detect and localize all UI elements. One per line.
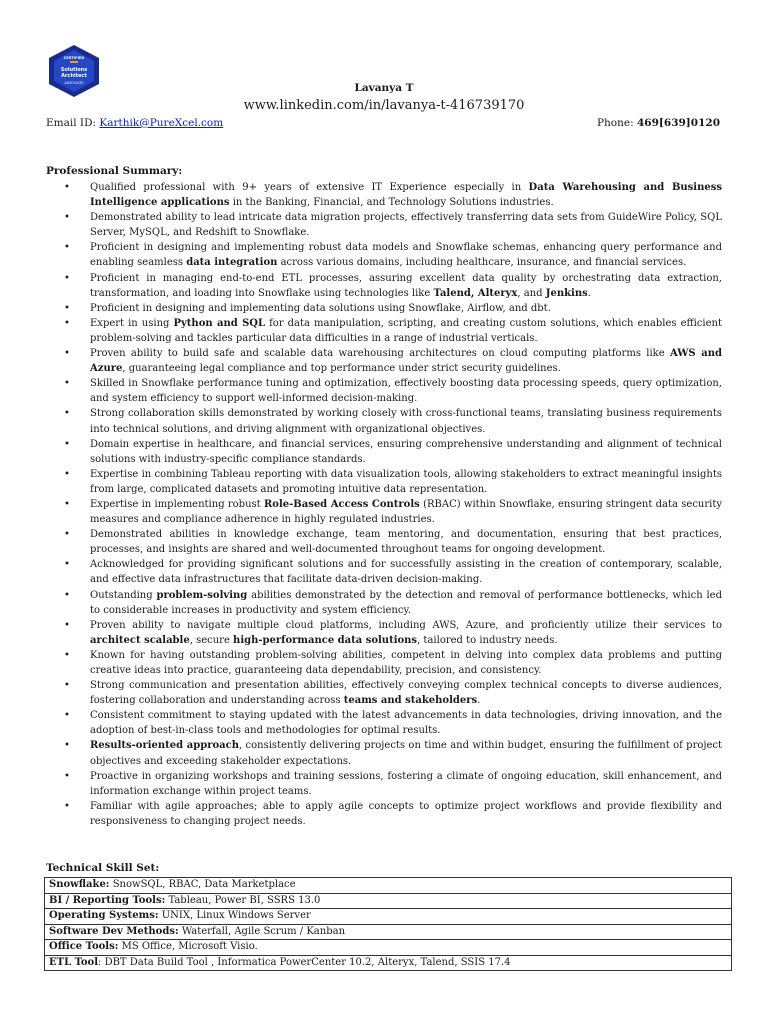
summary-item (46, 738, 722, 768)
skills-row (45, 893, 732, 909)
summary-item (46, 180, 722, 210)
summary-item (46, 271, 722, 301)
summary-text: Outstanding (90, 589, 157, 601)
bullet-icon: • (64, 770, 70, 782)
summary-emphasis: Jenkins (545, 287, 588, 299)
skills-cell (45, 878, 732, 894)
candidate-name: Lavanya T (354, 82, 414, 94)
summary-text: Expert in using (90, 317, 174, 329)
skill-values: MS Office, Microsoft Visio. (118, 941, 258, 953)
skills-row (45, 955, 732, 971)
summary-list (46, 180, 722, 829)
skills-row (45, 878, 732, 894)
summary-text: Familiar with agile approaches; able to apply agile concepts to optimize project workflows and provide flexibility and responsiveness to changing project needs. (90, 800, 722, 827)
summary-text: Consistent commitment to staying updated with the latest advancements in data technologies, driving innovation, and the adoption of best-in-class tools and methodologies for optimal results. (90, 710, 722, 737)
skills-row (45, 940, 732, 956)
summary-item (46, 406, 722, 436)
summary-emphasis: Results-oriented approach (90, 740, 240, 752)
bullet-icon: • (64, 710, 70, 722)
summary-text: Proactive in organizing workshops and training sessions, fostering a climate of ongoing education, skill enhancement, and information exchange within project teams. (90, 770, 722, 797)
summary-text: across various domains, including healthcare, insurance, and financial services. (277, 257, 687, 269)
summary-item (46, 210, 722, 240)
skills-cell (45, 955, 732, 971)
summary-text: Proficient in designing and implementing robust data models and Snowflake schemas, enhancing query performance and enabling seamless (90, 242, 722, 269)
bullet-icon: • (64, 302, 70, 314)
skill-category: Operating Systems: (49, 910, 159, 922)
summary-text: Demonstrated ability to lead intricate data migration projects, effectively transferring data sets from GuideWire Policy, SQL Server, MySQL, and Redshift to Snowflake. (90, 212, 722, 239)
skills-cell (45, 893, 732, 909)
skill-category: Snowflake: (49, 879, 110, 891)
summary-text: . (477, 695, 481, 707)
summary-text: , consistently delivering projects on time and within budget, ensuring the fulfillment of project objectives and exceeding stakeholder expectations. (90, 740, 723, 767)
summary-emphasis: Data Warehousing and Business Intelligence applications (90, 182, 722, 209)
summary-text: Proven ability to build safe and scalable data warehousing architectures on cloud computing platforms like (90, 348, 670, 360)
summary-text: . (587, 287, 591, 299)
summary-item (46, 769, 722, 799)
bullet-icon: • (64, 529, 70, 541)
skill-category: Office Tools: (49, 941, 119, 953)
summary-text: Skilled in Snowflake performance tuning and optimization, effectively boosting data processing speeds, query optimization, and system efficiency to support well-informed decision-making. (90, 378, 722, 405)
skill-values: Waterfall, Agile Scrum / Kanban (178, 925, 346, 937)
summary-text: , secure (189, 634, 234, 646)
skills-heading: Technical Skill Set: (46, 862, 160, 874)
badge-text-2: Architect (61, 73, 87, 79)
bullet-icon: • (64, 468, 70, 480)
summary-text: for data manipulation, scripting, and creating custom solutions, which enables efficient problem-solving and tackles particular data difficulties in a range of industrial verticals. (90, 317, 722, 344)
bullet-icon: • (64, 317, 70, 329)
summary-item (46, 557, 722, 587)
summary-emphasis: architect scalable (90, 634, 190, 646)
summary-text: in the Banking, Financial, and Technology Solutions industries. (229, 197, 554, 209)
skills-cell (45, 924, 732, 940)
email-link[interactable]: Karthik@PureXcel.com (99, 117, 224, 129)
summary-emphasis: teams and stakeholders (343, 695, 478, 707)
summary-emphasis: Role-Based Access Controls (263, 498, 420, 510)
summary-text: Demonstrated abilities in knowledge exchange, team mentoring, and documentation, ensuring that best practices, processes, and insights are shared and well-documented throughout teams for ongoing development. (90, 529, 722, 556)
summary-text: (RBAC) within Snowflake, ensuring stringent data security measures and compliance adherence in highly regulated industries. (90, 498, 723, 526)
bullet-icon: • (64, 182, 70, 193)
summary-item (46, 708, 722, 738)
summary-text: Proven ability to navigate multiple cloud platforms, including AWS, Azure, and proficiently utilize their services to (90, 619, 722, 631)
summary-text: , and (517, 287, 546, 299)
summary-item (46, 648, 722, 678)
summary-item (46, 618, 722, 648)
summary-text: Acknowledged for providing significant solutions and for successfully assisting in the creation of contemporary, scalable, and effective data infrastructures that facilitate data-driven decision-making. (90, 559, 722, 586)
bullet-icon: • (64, 800, 70, 812)
bullet-icon: • (64, 408, 70, 420)
summary-text: Strong collaboration skills demonstrated by working closely with cross-functional teams, translating business requirements into technical solutions, and driving alignment with organizational objectives. (90, 408, 722, 435)
phone-number: 469[639]0120 (637, 117, 720, 129)
summary-item (46, 678, 722, 708)
bullet-icon: • (64, 242, 70, 254)
summary-text: abilities demonstrated by the detection and removal of performance bottlenecks, which led to considerable increases in productivity and system efficiency. (90, 589, 722, 616)
summary-emphasis: AWS and Azure (90, 348, 722, 375)
bullet-icon: • (64, 649, 70, 661)
email-line (46, 117, 223, 129)
bullet-icon: • (64, 378, 70, 390)
summary-emphasis: Python and SQL (173, 317, 266, 329)
phone-line (597, 117, 720, 129)
summary-item (46, 799, 722, 829)
skill-values: SnowSQL, RBAC, Data Marketplace (109, 879, 296, 891)
summary-item (46, 376, 722, 406)
email-label: Email ID: (46, 117, 97, 129)
phone-label: Phone: (596, 117, 634, 129)
summary-emphasis: high-performance data solutions (233, 634, 418, 646)
summary-item (46, 588, 722, 618)
summary-text: Strong communication and presentation abilities, effectively conveying complex technical concepts to diverse audiences, fostering collaboration and understanding across (90, 680, 722, 707)
summary-text: Proficient in managing end-to-end ETL processes, assuring excellent data quality by orchestrating data extraction, transformation, and loading into Snowflake using technologies like (90, 272, 722, 299)
summary-text: Expertise in implementing robust (90, 498, 264, 510)
skills-table (44, 877, 732, 971)
bullet-icon: • (64, 498, 70, 510)
summary-item (46, 527, 722, 557)
summary-item (46, 497, 722, 527)
skills-row (45, 924, 732, 940)
skill-values: UNIX, Linux Windows Server (158, 910, 311, 922)
summary-text: Qualified professional with 9+ years of extensive IT Experience especially in (90, 182, 529, 193)
skills-row (45, 909, 732, 925)
bullet-icon: • (64, 619, 70, 631)
summary-item (46, 467, 722, 497)
skill-category: BI / Reporting Tools: (49, 894, 166, 906)
summary-emphasis: Talend, Alteryx (433, 287, 518, 299)
linkedin-url: www.linkedin.com/in/lavanya-t-416739170 (243, 98, 525, 113)
skills-cell (45, 940, 732, 956)
bullet-icon: • (64, 680, 70, 692)
bullet-icon: • (64, 559, 70, 571)
summary-emphasis: problem-solving (156, 589, 248, 601)
summary-text: Expertise in combining Tableau reporting with data visualization tools, allowing stakeholders to extract meaningful insights from large, complicated datasets and promoting intuitive data representation. (90, 468, 722, 495)
skill-values: Tableau, Power BI, SSRS 13.0 (165, 894, 321, 906)
bullet-icon: • (64, 740, 70, 752)
summary-text: , guaranteeing legal compliance and top performance under strict security guidelines. (122, 363, 561, 375)
bullet-icon: • (64, 272, 70, 284)
summary-emphasis: data integration (186, 257, 278, 269)
summary-text: Proficient in designing and implementing data solutions using Snowflake, Airflow, and dbt. (90, 302, 551, 314)
badge-text-1: Solutions (60, 67, 88, 73)
bullet-icon: • (64, 438, 70, 450)
skills-cell (45, 909, 732, 925)
bullet-icon: • (64, 589, 70, 601)
bullet-icon: • (64, 212, 70, 224)
summary-item (46, 316, 722, 346)
badge-text-3: ASSOCIATE (64, 81, 84, 85)
summary-item (46, 437, 722, 467)
skill-category: Software Dev Methods: (49, 925, 179, 937)
badge-text-0: CERTIFIED (63, 56, 85, 60)
skill-category: ETL Tool (49, 956, 99, 968)
summary-heading: Professional Summary: (46, 165, 183, 177)
skill-values: : DBT Data Build Tool , Informatica PowerCenter 10.2, Alteryx, Talend, SSIS 17.4 (98, 956, 511, 968)
bullet-icon: • (64, 348, 70, 360)
summary-text: Domain expertise in healthcare, and financial services, ensuring comprehensive understanding and alignment of technical solutions with industry-specific compliance standards. (90, 438, 722, 465)
summary-item (46, 301, 722, 316)
summary-text: , tailored to industry needs. (417, 634, 558, 646)
summary-text: Known for having outstanding problem-solving abilities, competent in delving into complex data problems and putting creative ideas into practice, guaranteeing data dependability, precision, and consistency. (90, 649, 722, 676)
summary-item (46, 346, 722, 376)
summary-item (46, 240, 722, 270)
